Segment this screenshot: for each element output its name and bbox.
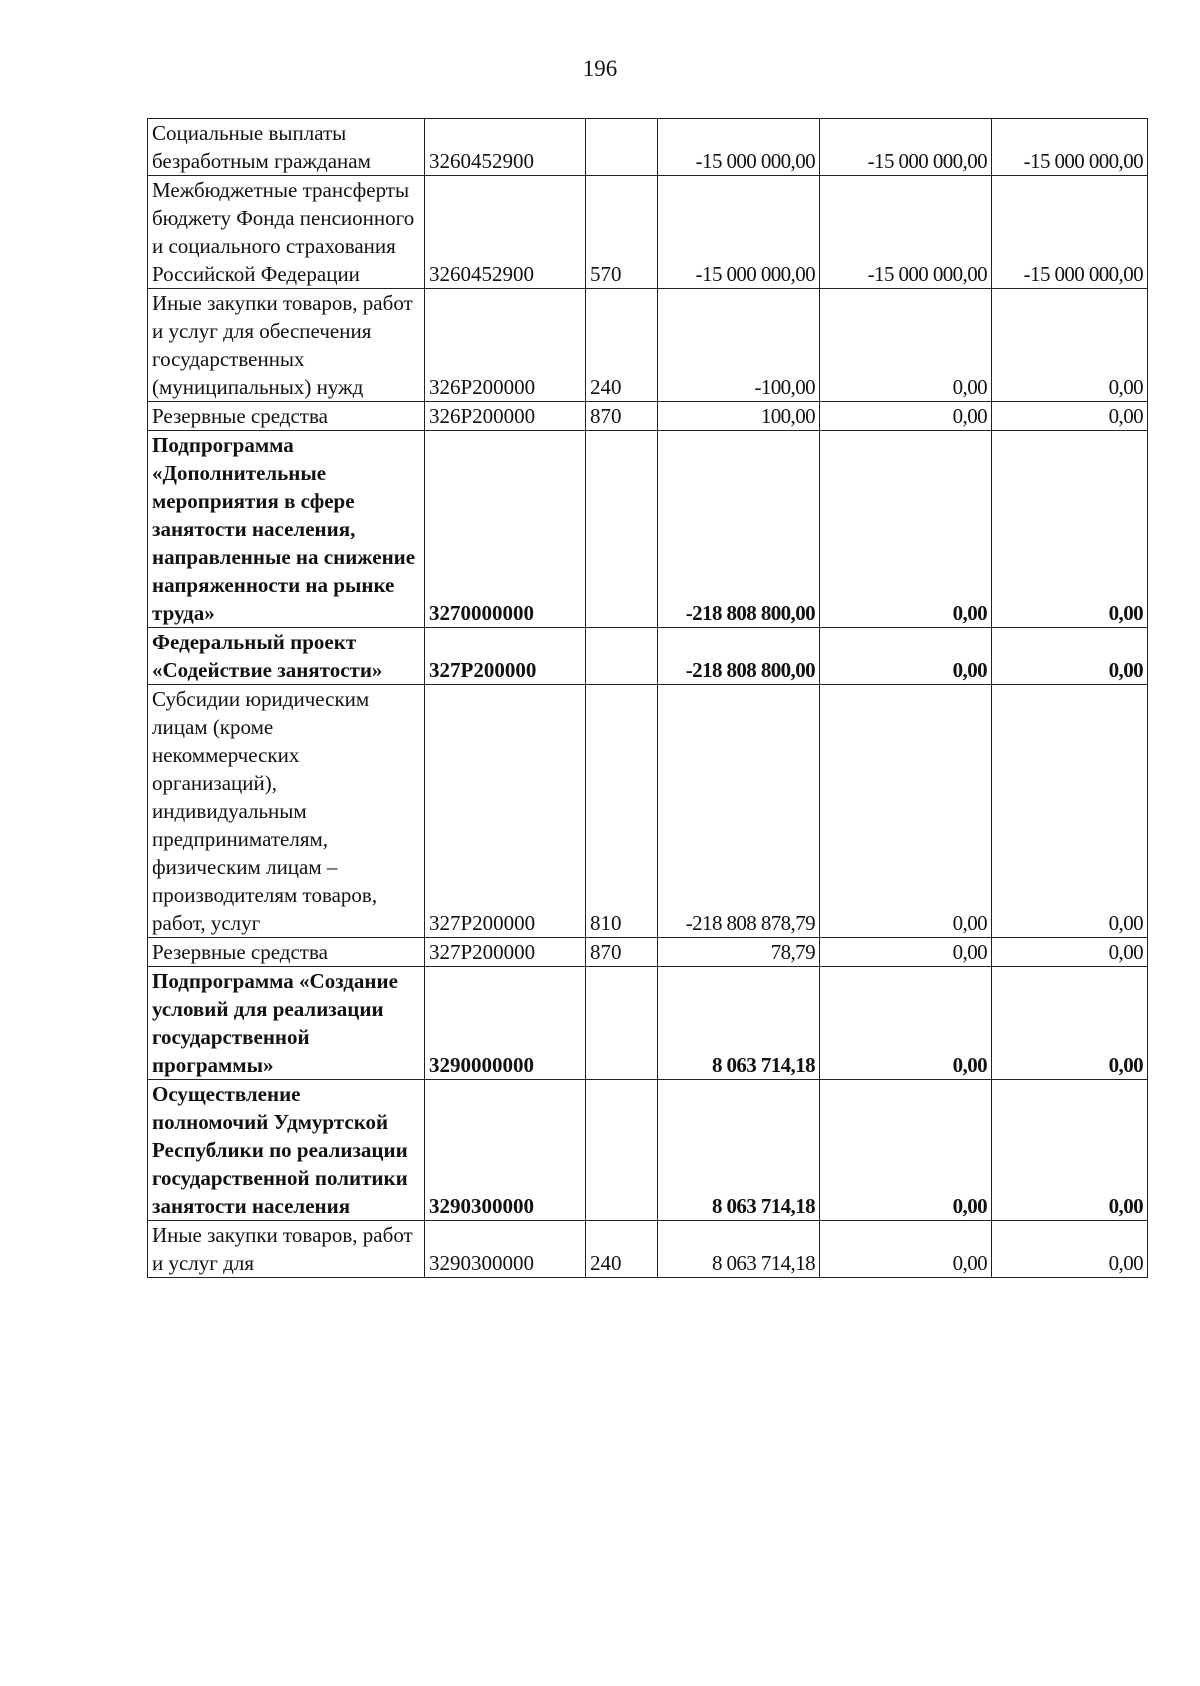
row-amount-3: 0,00 (992, 289, 1148, 402)
row-target-code: 327P200000 (425, 628, 586, 685)
row-amount-1: -218 808 800,00 (658, 628, 820, 685)
row-target-code: 326P200000 (425, 289, 586, 402)
row-name: Подпрограмма «Дополнительные мероприятия в сфере занятости населения, направленные на снижение напряженности на рынке труда» (148, 431, 425, 628)
row-name: Социальные выплаты безработным гражданам (148, 119, 425, 176)
row-expense-type: 240 (586, 289, 658, 402)
row-target-code: 3290300000 (425, 1221, 586, 1278)
row-amount-3: 0,00 (992, 938, 1148, 967)
row-name: Иные закупки товаров, работ и услуг для (148, 1221, 425, 1278)
row-target-code: 326P200000 (425, 402, 586, 431)
table-row (148, 628, 1148, 685)
row-amount-3: 0,00 (992, 402, 1148, 431)
table-row (148, 431, 1148, 628)
row-target-code: 3270000000 (425, 431, 586, 628)
row-amount-1: 8 063 714,18 (658, 967, 820, 1080)
row-expense-type: 870 (586, 938, 658, 967)
row-amount-2: 0,00 (820, 289, 992, 402)
row-expense-type: 810 (586, 685, 658, 938)
row-amount-1: 8 063 714,18 (658, 1221, 820, 1278)
row-amount-1: 8 063 714,18 (658, 1080, 820, 1221)
row-amount-1: -15 000 000,00 (658, 119, 820, 176)
row-amount-3: 0,00 (992, 431, 1148, 628)
row-amount-3: 0,00 (992, 1221, 1148, 1278)
row-expense-type (586, 119, 658, 176)
row-expense-type (586, 967, 658, 1080)
row-name: Резервные средства (148, 938, 425, 967)
row-amount-2: 0,00 (820, 431, 992, 628)
row-amount-2: -15 000 000,00 (820, 176, 992, 289)
budget-table (147, 118, 1148, 1278)
table-row (148, 119, 1148, 176)
row-amount-2: 0,00 (820, 1221, 992, 1278)
row-target-code: 327P200000 (425, 685, 586, 938)
row-amount-2: 0,00 (820, 967, 992, 1080)
row-amount-2: 0,00 (820, 685, 992, 938)
row-target-code: 3290300000 (425, 1080, 586, 1221)
row-expense-type: 870 (586, 402, 658, 431)
row-amount-3: -15 000 000,00 (992, 176, 1148, 289)
row-name: Субсидии юридическим лицам (кроме некоммерческих организаций), индивидуальным предпринимателям, физическим лицам – производителям товаров, работ, услуг (148, 685, 425, 938)
row-amount-2: -15 000 000,00 (820, 119, 992, 176)
table-row (148, 967, 1148, 1080)
row-amount-3: -15 000 000,00 (992, 119, 1148, 176)
row-amount-1: 100,00 (658, 402, 820, 431)
row-target-code: 3260452900 (425, 119, 586, 176)
row-expense-type: 240 (586, 1221, 658, 1278)
table-row (148, 1221, 1148, 1278)
row-target-code: 327P200000 (425, 938, 586, 967)
row-amount-2: 0,00 (820, 628, 992, 685)
row-expense-type (586, 628, 658, 685)
row-name: Федеральный проект «Содействие занятости» (148, 628, 425, 685)
budget-table-body (148, 119, 1148, 1278)
row-expense-type: 570 (586, 176, 658, 289)
row-amount-3: 0,00 (992, 1080, 1148, 1221)
row-expense-type (586, 431, 658, 628)
row-name: Резервные средства (148, 402, 425, 431)
row-amount-1: -218 808 878,79 (658, 685, 820, 938)
row-amount-1: -218 808 800,00 (658, 431, 820, 628)
row-name: Подпрограмма «Создание условий для реализации государственной программы» (148, 967, 425, 1080)
row-amount-2: 0,00 (820, 402, 992, 431)
row-amount-3: 0,00 (992, 628, 1148, 685)
row-amount-3: 0,00 (992, 967, 1148, 1080)
table-row (148, 938, 1148, 967)
row-amount-1: -100,00 (658, 289, 820, 402)
row-amount-1: 78,79 (658, 938, 820, 967)
row-name: Осуществление полномочий Удмуртской Республики по реализации государственной политики занятости населения (148, 1080, 425, 1221)
table-row (148, 1080, 1148, 1221)
row-amount-3: 0,00 (992, 685, 1148, 938)
table-row (148, 685, 1148, 938)
row-target-code: 3290000000 (425, 967, 586, 1080)
row-name: Межбюджетные трансферты бюджету Фонда пенсионного и социального страхования Российской Федерации (148, 176, 425, 289)
row-expense-type (586, 1080, 658, 1221)
table-row (148, 176, 1148, 289)
page-number: 196 (582, 56, 618, 81)
table-row (148, 402, 1148, 431)
row-amount-1: -15 000 000,00 (658, 176, 820, 289)
row-amount-2: 0,00 (820, 1080, 992, 1221)
row-target-code: 3260452900 (425, 176, 586, 289)
row-amount-2: 0,00 (820, 938, 992, 967)
table-row (148, 289, 1148, 402)
row-name: Иные закупки товаров, работ и услуг для обеспечения государственных (муниципальных) нужд (148, 289, 425, 402)
